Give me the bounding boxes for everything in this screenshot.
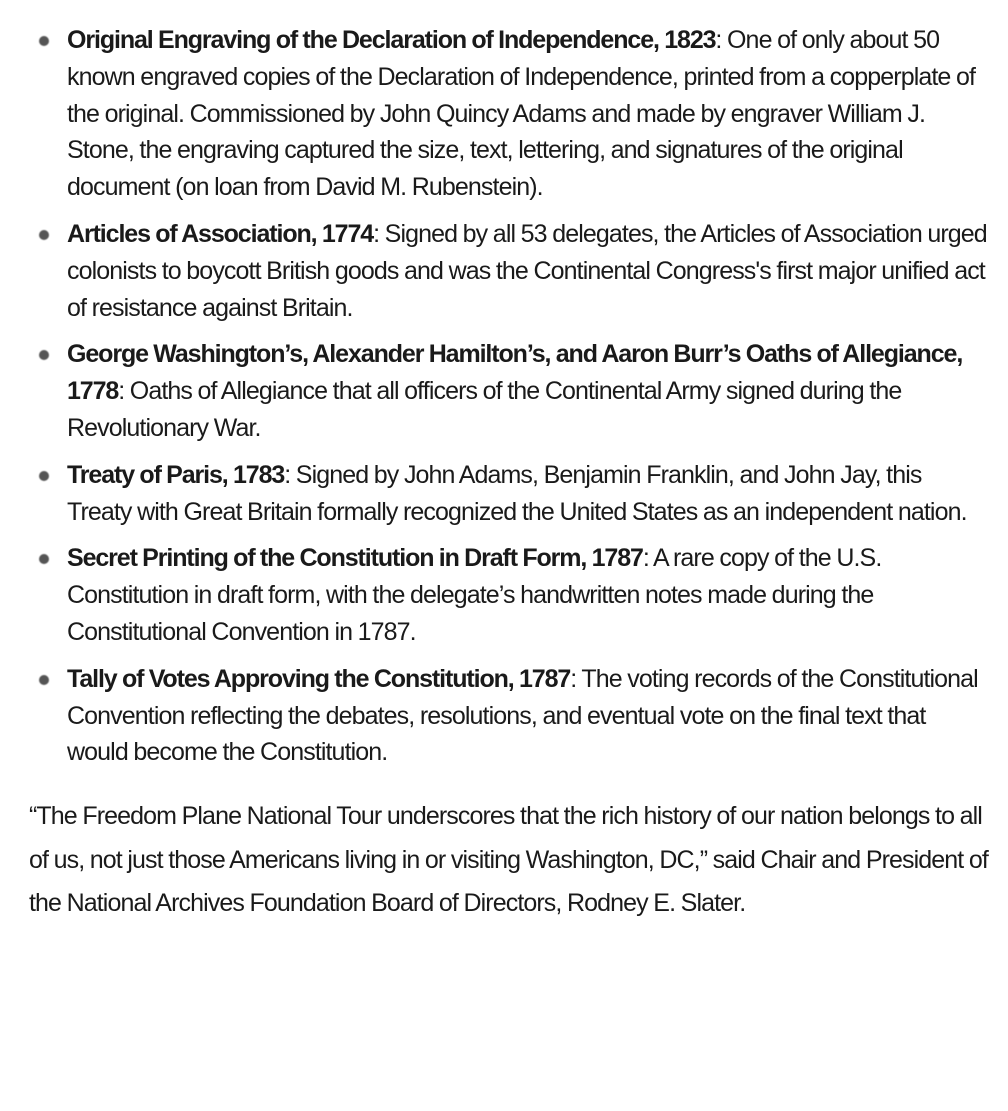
item-title: Secret Printing of the Constitution in Draft Form, 1787 bbox=[67, 544, 643, 573]
document-list bbox=[0, 22, 1008, 771]
list-item bbox=[67, 22, 988, 206]
list-item bbox=[67, 661, 988, 771]
item-description: : The voting records of the Constitutional Convention reflecting the debates, resolutions, and eventual vote on the final text that would become the Constitution. bbox=[67, 664, 978, 767]
item-description: : A rare copy of the U.S. Constitution in draft form, with the delegate’s handwritten notes made during the Constitutional Convention in 1787. bbox=[67, 544, 882, 646]
item-title: Original Engraving of the Declaration of Independence, 1823 bbox=[67, 26, 716, 54]
bullet-icon bbox=[39, 230, 49, 240]
item-title: Articles of Association, 1774 bbox=[67, 219, 374, 248]
quote-paragraph: “The Freedom Plane National Tour underscores that the rich history of our nation belongs to all of us, not just those Americans living in or visiting Washington, DC,” said Chair and President of the National Archives Foundation Board of Directors, Rodney E. Slater. bbox=[29, 802, 988, 918]
list-item bbox=[67, 540, 988, 650]
bullet-icon bbox=[39, 350, 49, 360]
list-item bbox=[67, 216, 988, 326]
item-title: Treaty of Paris, 1783 bbox=[67, 460, 285, 489]
bullet-icon bbox=[39, 471, 49, 481]
item-title: Tally of Votes Approving the Constitution, 1787 bbox=[67, 664, 571, 693]
list-item bbox=[67, 457, 988, 531]
item-description: : Signed by John Adams, Benjamin Franklin, and John Jay, this Treaty with Great Britain formally recognized the United States as an independent nation. bbox=[67, 460, 967, 526]
list-item bbox=[67, 336, 988, 446]
bullet-icon bbox=[39, 36, 49, 46]
item-description: : Oaths of Allegiance that all officers of the Continental Army signed during the Revolutionary War. bbox=[67, 377, 902, 442]
item-description: : One of only about 50 known engraved copies of the Declaration of Independence, printed from a copperplate of the original. Commissioned by John Quincy Adams and made by engraver William J. Stone, the engraving captured the size, text, lettering, and signatures of the original document (on loan from David M. Rubenstein). bbox=[67, 26, 976, 202]
bullet-icon bbox=[39, 554, 49, 564]
item-description: : Signed by all 53 delegates, the Articles of Association urged colonists to boycott British goods and was the Continental Congress's first major unified act of resistance against Britain. bbox=[67, 219, 987, 322]
item-title: George Washington’s, Alexander Hamilton’s, and Aaron Burr’s Oaths of Allegiance, 1778 bbox=[67, 340, 963, 406]
bullet-icon bbox=[39, 675, 49, 685]
